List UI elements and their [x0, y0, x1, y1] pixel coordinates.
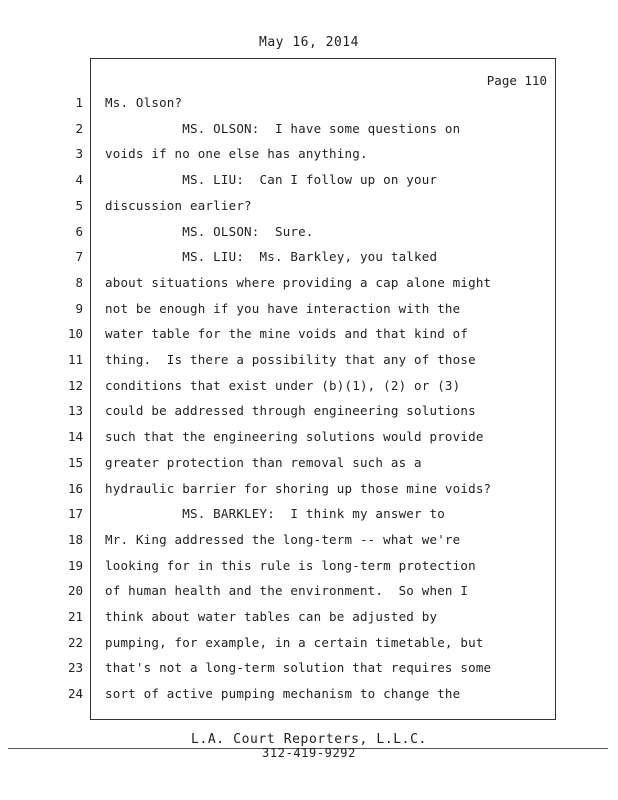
line-number: 8 — [75, 274, 83, 290]
line-number: 3 — [75, 146, 83, 162]
line-number: 17 — [67, 506, 83, 522]
line-number: 21 — [67, 609, 83, 624]
transcript-line: MS. OLSON: I have some questions on — [105, 120, 461, 136]
transcript-line: thing. Is there a possibility that any of those — [105, 352, 476, 367]
transcript-line: discussion earlier? — [105, 197, 252, 213]
footer-phone: 312-419-9292 — [262, 746, 356, 760]
line-number: 1 — [75, 95, 83, 110]
line-number: 10 — [67, 326, 83, 342]
transcript-line: pumping, for example, in a certain timetable, but — [105, 634, 484, 650]
transcript-line: think about water tables can be adjusted by — [105, 609, 438, 624]
transcript-line: greater protection than removal such as a — [105, 454, 422, 470]
transcript-line: MS. OLSON: Sure. — [105, 223, 314, 239]
page-number: Page 110 — [486, 73, 547, 88]
line-number: 18 — [67, 531, 83, 547]
line-number: 4 — [75, 172, 83, 188]
transcript-page-frame — [67, 58, 556, 720]
line-number: 16 — [67, 480, 83, 496]
transcript-line: hydraulic barrier for shoring up those mine voids? — [105, 480, 492, 496]
transcript-line: looking for in this rule is long-term protection — [105, 557, 476, 573]
line-number: 11 — [67, 352, 83, 367]
date-header: May 16, 2014 — [259, 35, 359, 50]
line-number: 12 — [67, 377, 83, 393]
transcript-line: voids if no one else has anything. — [105, 146, 368, 162]
footer-company: L.A. Court Reporters, L.L.C. — [191, 732, 427, 747]
line-number: 15 — [67, 454, 83, 470]
transcript-line: water table for the mine voids and that kind of — [105, 326, 469, 342]
line-number: 13 — [67, 403, 83, 419]
line-number: 20 — [67, 583, 83, 599]
transcript-line: sort of active pumping mechanism to change the — [105, 686, 461, 702]
line-number: 23 — [67, 660, 83, 676]
transcript-line: Mr. King addressed the long-term -- what we're — [105, 531, 461, 547]
line-number: 14 — [67, 429, 83, 445]
transcript-line: not be enough if you have interaction with the — [105, 300, 461, 316]
line-number: 22 — [67, 634, 83, 650]
transcript-line: that's not a long-term solution that requires some — [105, 660, 492, 676]
line-number: 7 — [75, 249, 83, 265]
transcript-line: of human health and the environment. So when I — [105, 583, 469, 599]
transcript-line: could be addressed through engineering solutions — [105, 403, 476, 419]
transcript-line: such that the engineering solutions would provide — [105, 429, 484, 445]
transcript-line: conditions that exist under (b)(1), (2) or (3) — [105, 377, 461, 393]
transcript-line: MS. LIU: Ms. Barkley, you talked — [105, 249, 438, 265]
transcript-lines — [67, 59, 555, 719]
line-number: 5 — [75, 197, 83, 213]
line-number: 6 — [75, 223, 83, 239]
line-number: 19 — [67, 557, 83, 573]
line-number: 24 — [67, 686, 83, 702]
transcript-line: MS. BARKLEY: I think my answer to — [105, 506, 445, 522]
line-number: 2 — [75, 120, 83, 136]
transcript-line: Ms. Olson? — [105, 95, 183, 110]
transcript-line: MS. LIU: Can I follow up on your — [105, 172, 438, 188]
transcript-line: about situations where providing a cap alone might — [105, 274, 492, 290]
line-number: 9 — [75, 300, 83, 316]
